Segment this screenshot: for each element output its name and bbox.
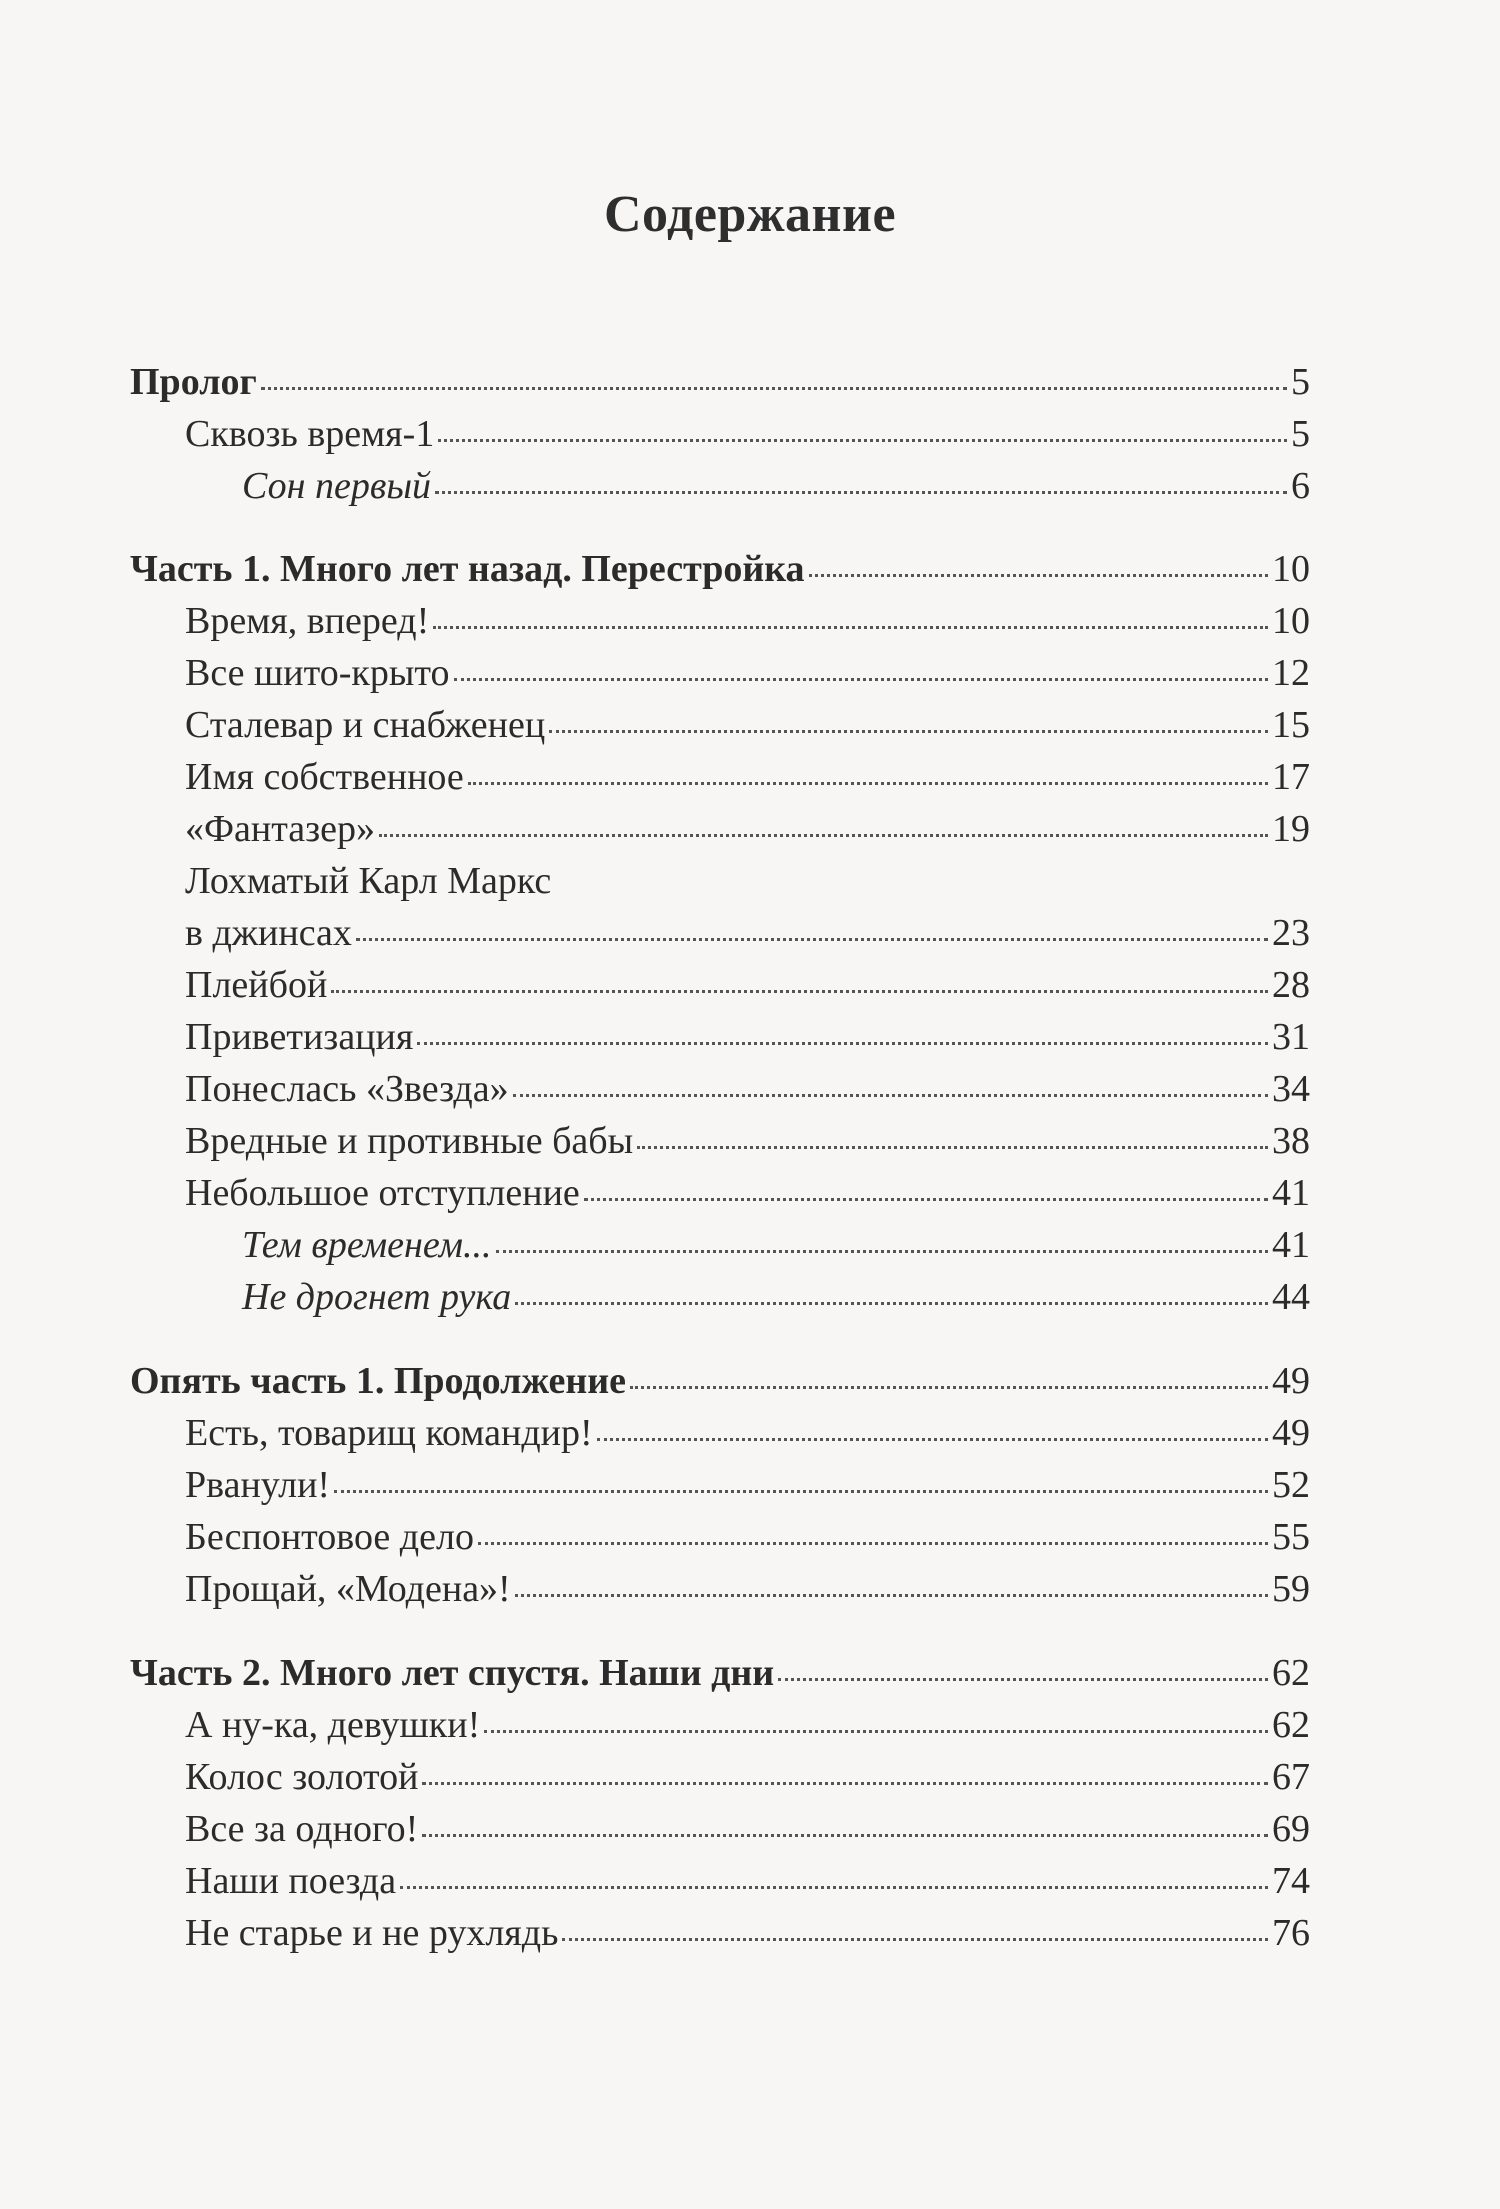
toc-page-number: 55 [1272, 1516, 1310, 1558]
dot-leader [435, 485, 1287, 494]
dot-leader [515, 1296, 1268, 1305]
toc-entry-label: Не старье и не рухлядь [185, 1912, 559, 1954]
toc-page-number: 41 [1272, 1172, 1310, 1214]
dot-leader [331, 984, 1268, 993]
toc-entry-label: Опять часть 1. Продолжение [130, 1360, 627, 1402]
toc-page-number: 44 [1272, 1276, 1310, 1318]
toc-page-number: 6 [1291, 465, 1310, 507]
dot-leader [478, 1536, 1268, 1545]
dot-leader [549, 724, 1268, 733]
toc-entry [0, 1805, 1310, 1853]
toc-entry [0, 1013, 1310, 1061]
toc-entry-label: Часть 2. Много лет спустя. Наши дни [130, 1652, 775, 1694]
toc-entry-label: Небольшое отступление [185, 1172, 580, 1214]
toc-entry-label: Лохматый Карл Маркс [185, 860, 552, 902]
dot-leader [637, 1140, 1268, 1149]
toc-entry-label: Прощай, «Модена»! [185, 1568, 511, 1610]
toc-entry [0, 545, 1310, 593]
toc-page-number: 62 [1272, 1652, 1310, 1694]
toc-entry-label: Есть, товарищ командир! [185, 1412, 593, 1454]
toc-entry-label: Понеслась «Звезда» [185, 1068, 509, 1110]
toc-page-number: 19 [1272, 808, 1310, 850]
dot-leader [597, 1432, 1268, 1441]
toc-entry [0, 462, 1310, 510]
page-title: Содержание [603, 186, 897, 243]
toc-entry [0, 649, 1310, 697]
toc-entry [0, 1513, 1310, 1561]
dot-leader [584, 1192, 1268, 1201]
toc-page-number: 28 [1272, 964, 1310, 1006]
toc-entry-label: Колос золотой [185, 1756, 419, 1798]
toc-entry [0, 410, 1310, 458]
toc-entry-label: Сталевар и снабженец [185, 704, 546, 746]
dot-leader [513, 1088, 1268, 1097]
dot-leader [454, 672, 1269, 681]
dot-leader [496, 1244, 1269, 1253]
toc-entry-label: Рванули! [185, 1464, 331, 1506]
dot-leader [433, 620, 1268, 629]
toc-page-number: 67 [1272, 1756, 1310, 1798]
toc-page-number: 10 [1272, 600, 1310, 642]
toc-page-number: 59 [1272, 1568, 1310, 1610]
toc-entry-label: Не дрогнет рука [242, 1276, 512, 1318]
dot-leader [484, 1724, 1268, 1733]
toc-entry [0, 701, 1310, 749]
dot-leader [356, 932, 1268, 941]
toc-entry [0, 1169, 1310, 1217]
toc-entry [0, 1065, 1310, 1113]
toc-page-number: 52 [1272, 1464, 1310, 1506]
toc-entry [0, 1753, 1310, 1801]
toc-page-number: 5 [1291, 361, 1310, 403]
toc-page-number: 38 [1272, 1120, 1310, 1162]
toc-entry [0, 1565, 1310, 1613]
toc-entry-label: Сон первый [242, 465, 432, 507]
toc-entry [0, 961, 1310, 1009]
toc-entry-label: Время, вперед! [185, 600, 430, 642]
toc-entry-label: Все шито-крыто [185, 652, 450, 694]
dot-leader [438, 433, 1287, 442]
toc-entry-label: Приветизация [185, 1016, 414, 1058]
dot-leader [422, 1776, 1268, 1785]
toc-entry [0, 1649, 1310, 1697]
toc-entry-label: «Фантазер» [185, 808, 376, 850]
toc-entry [0, 1117, 1310, 1165]
toc-entry [0, 1701, 1310, 1749]
toc-page-number: 69 [1272, 1808, 1310, 1850]
toc-page-number: 12 [1272, 652, 1310, 694]
toc-entry [0, 597, 1310, 645]
toc-entry-label: Тем временем... [242, 1224, 492, 1266]
toc-entry-label: Наши поезда [185, 1860, 397, 1902]
dot-leader [630, 1380, 1268, 1389]
dot-leader [562, 1932, 1268, 1941]
toc-page-number: 31 [1272, 1016, 1310, 1058]
toc-entry [0, 1357, 1310, 1405]
toc-entry [0, 1273, 1310, 1321]
toc-page-number: 15 [1272, 704, 1310, 746]
toc-page-number: 17 [1272, 756, 1310, 798]
toc-entry-label: в джинсах [185, 912, 352, 954]
toc-page-number: 49 [1272, 1412, 1310, 1454]
toc-page-number: 41 [1272, 1224, 1310, 1266]
toc-entry [0, 1409, 1310, 1457]
toc-entry-label: Сквозь время-1 [185, 413, 435, 455]
toc-page-number: 5 [1291, 413, 1310, 455]
toc-entry [0, 857, 1310, 905]
toc-page-number: 34 [1272, 1068, 1310, 1110]
dot-leader [515, 1588, 1268, 1597]
dot-leader [809, 568, 1268, 577]
dot-leader [778, 1672, 1268, 1681]
toc-page-number: 62 [1272, 1704, 1310, 1746]
toc-entry-label: Имя собственное [185, 756, 464, 798]
toc-entry [0, 358, 1310, 406]
toc-entry-label: Часть 1. Много лет назад. Перестройка [130, 548, 805, 590]
toc-entry-label: Пролог [130, 361, 257, 403]
toc-page-number: 49 [1272, 1360, 1310, 1402]
toc-page-number: 23 [1272, 912, 1310, 954]
toc-entry [0, 1857, 1310, 1905]
toc-entry [0, 1909, 1310, 1957]
dot-leader [422, 1828, 1268, 1837]
toc-entry [0, 1461, 1310, 1509]
toc-entry [0, 753, 1310, 801]
toc-page-number: 74 [1272, 1860, 1310, 1902]
toc-page-number: 76 [1272, 1912, 1310, 1954]
toc-entry-label: Все за одного! [185, 1808, 419, 1850]
toc-entry-label: А ну-ка, девушки! [185, 1704, 481, 1746]
toc-entry-label: Вредные и противные бабы [185, 1120, 634, 1162]
toc-page-number: 10 [1272, 548, 1310, 590]
toc-entry [0, 1221, 1310, 1269]
dot-leader [400, 1880, 1268, 1889]
dot-leader [261, 381, 1287, 390]
toc-entry [0, 909, 1310, 957]
toc-entry-label: Беспонтовое дело [185, 1516, 474, 1558]
toc-entry-label: Плейбой [185, 964, 328, 1006]
dot-leader [468, 776, 1268, 785]
dot-leader [379, 828, 1268, 837]
toc-entry [0, 805, 1310, 853]
dot-leader [334, 1484, 1268, 1493]
dot-leader [417, 1036, 1268, 1045]
